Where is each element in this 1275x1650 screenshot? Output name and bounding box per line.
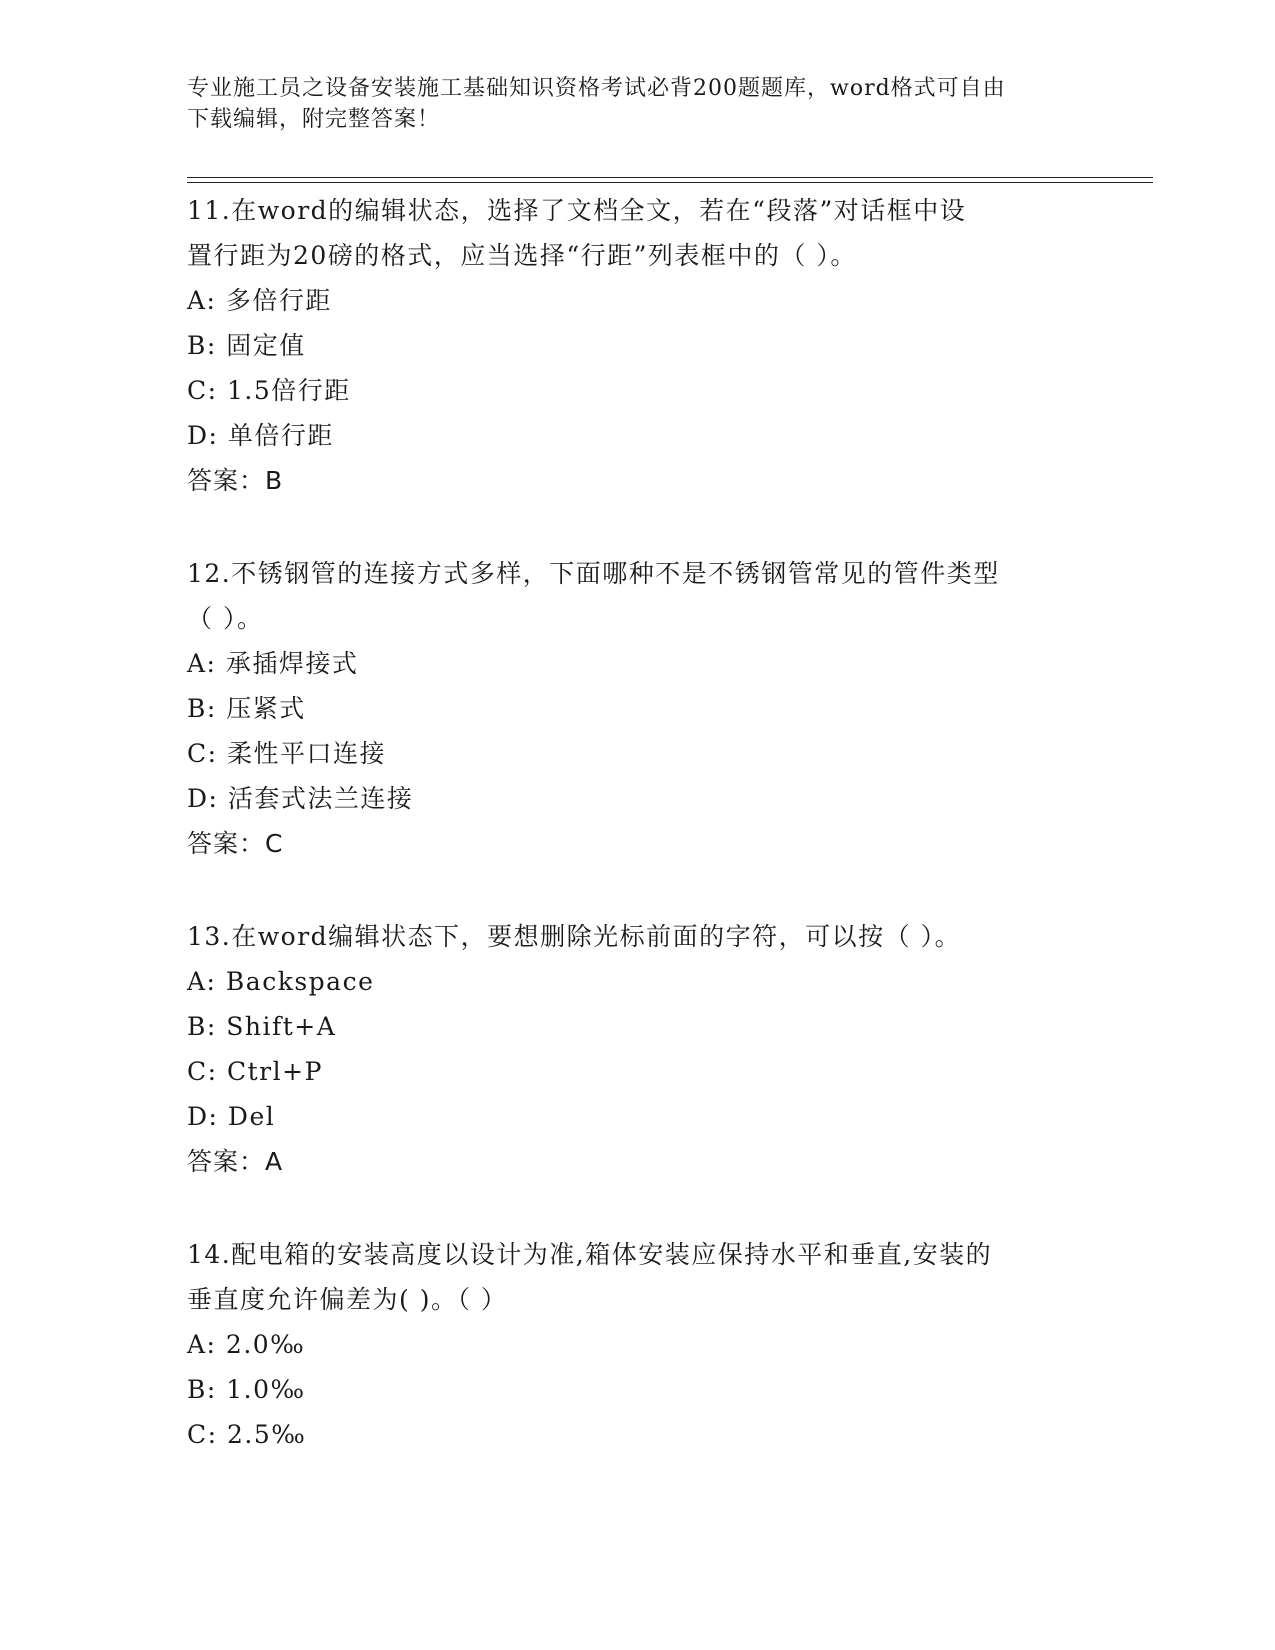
option-b: B: 压紧式 xyxy=(187,694,306,723)
answer: 答案：A xyxy=(187,1147,284,1176)
option-b: B: 固定值 xyxy=(187,331,306,360)
question-13 xyxy=(187,914,1087,1184)
option-c: C: Ctrl+P xyxy=(187,1057,323,1086)
option-b: B: Shift+A xyxy=(187,1012,337,1041)
question-stem-line: 置行距为20磅的格式，应当选择“行距”列表框中的（ ）。 xyxy=(187,241,857,270)
answer: 答案：C xyxy=(187,829,284,858)
option-a: A: 2.0‰ xyxy=(187,1330,306,1359)
question-12 xyxy=(187,551,1087,866)
question-stem-line: 13.在word编辑状态下，要想删除光标前面的字符，可以按（ ）。 xyxy=(187,922,962,951)
option-c: C: 柔性平口连接 xyxy=(187,739,386,768)
option-c: C: 1.5倍行距 xyxy=(187,376,351,405)
question-11 xyxy=(187,188,1087,503)
answer: 答案：B xyxy=(187,466,284,495)
question-stem-line: （ ）。 xyxy=(187,604,264,633)
option-a: A: 多倍行距 xyxy=(187,286,332,315)
document-header xyxy=(187,73,1087,135)
header-divider-top xyxy=(187,177,1153,178)
header-line-1: 专业施工员之设备安装施工基础知识资格考试必背200题题库，word格式可自由 xyxy=(187,76,1006,101)
question-14 xyxy=(187,1232,1087,1457)
question-stem-line: 12.不锈钢管的连接方式多样，下面哪种不是不锈钢管常见的管件类型 xyxy=(187,559,1000,588)
question-stem-line: 11.在word的编辑状态，选择了文档全文，若在“段落”对话框中设 xyxy=(187,196,967,225)
option-a: A: 承插焊接式 xyxy=(187,649,359,678)
question-stem-line: 垂直度允许偏差为( )。（ ） xyxy=(187,1285,508,1314)
option-d: D: Del xyxy=(187,1102,276,1131)
option-d: D: 活套式法兰连接 xyxy=(187,784,414,813)
question-stem-line: 14.配电箱的安装高度以设计为准,箱体安装应保持水平和垂直,安装的 xyxy=(187,1240,993,1269)
option-c: C: 2.5‰ xyxy=(187,1420,307,1449)
option-a: A: Backspace xyxy=(187,967,375,996)
option-b: B: 1.0‰ xyxy=(187,1375,306,1404)
option-d: D: 单倍行距 xyxy=(187,421,334,450)
header-line-2: 下载编辑，附完整答案！ xyxy=(187,107,441,132)
header-divider-bottom xyxy=(187,182,1153,183)
